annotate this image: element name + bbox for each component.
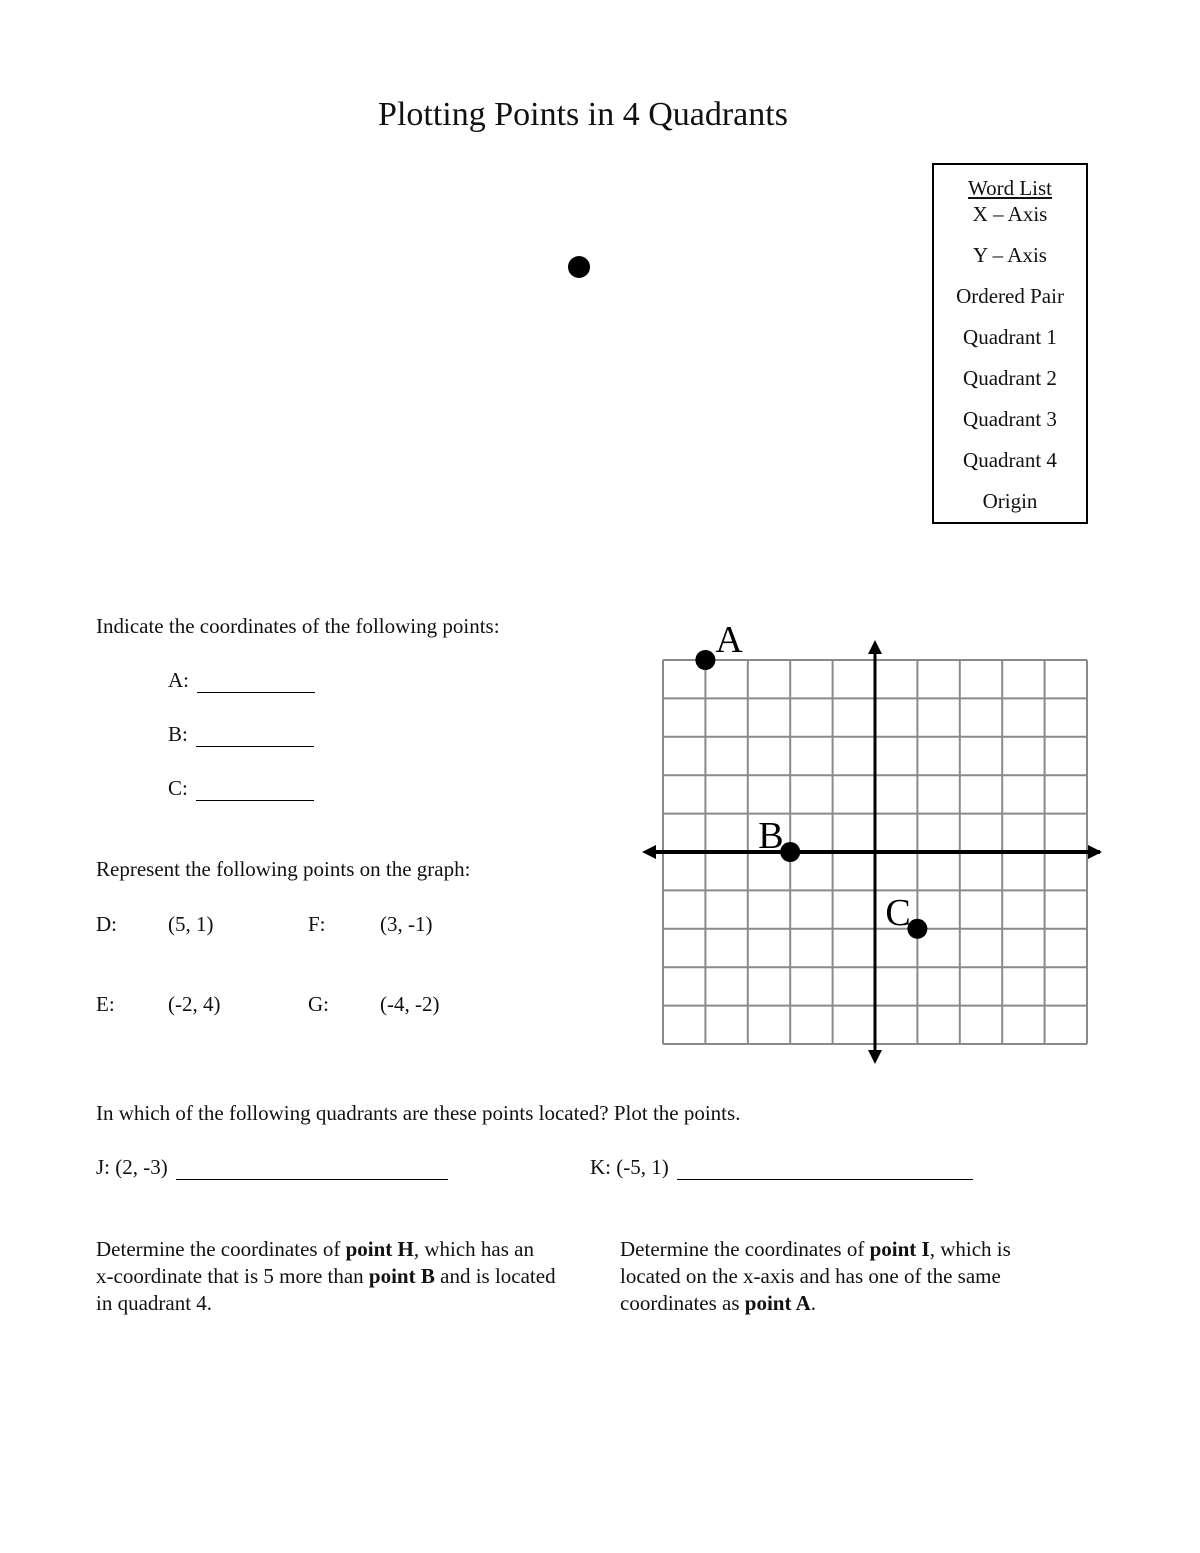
h-text-2: , which has an x-coordinate that is 5 more than bbox=[96, 1237, 534, 1288]
y-axis-arrow-up bbox=[868, 640, 882, 654]
point-a-label: A bbox=[715, 619, 743, 661]
word-list-term: Quadrant 3 bbox=[963, 407, 1057, 431]
answer-row-b bbox=[168, 722, 314, 747]
point-d-label: D: bbox=[96, 912, 117, 936]
y-axis-arrow-down bbox=[868, 1050, 882, 1064]
indicate-prompt: Indicate the coordinates of the following points: bbox=[96, 614, 500, 638]
point-d-coords: (5, 1) bbox=[168, 912, 214, 936]
page-title: Plotting Points in 4 Quadrants bbox=[378, 96, 788, 133]
point-j-label: J: (2, -3) bbox=[96, 1155, 168, 1179]
answer-blank-j[interactable] bbox=[176, 1159, 448, 1180]
answer-row-c bbox=[168, 776, 314, 801]
represent-prompt: Represent the following points on the graph: bbox=[96, 857, 471, 881]
word-list-term: Origin bbox=[982, 489, 1038, 513]
point-e-label: E: bbox=[96, 992, 115, 1016]
point-a-marker bbox=[695, 650, 715, 670]
i-text-2: , which is located on the x-axis and has one of the same coordinates as bbox=[620, 1237, 1011, 1315]
h-text-3: and is located in quadrant 4. bbox=[96, 1264, 556, 1315]
h-bold-point-b: point B bbox=[368, 1264, 435, 1288]
answer-blank-c[interactable] bbox=[196, 780, 314, 801]
answer-row-a bbox=[168, 668, 315, 693]
point-h-question bbox=[96, 1236, 556, 1317]
point-e-coords: (-2, 4) bbox=[168, 992, 221, 1016]
word-list-term: Quadrant 2 bbox=[963, 366, 1057, 390]
quadrant-prompt: In which of the following quadrants are these points located? Plot the points. bbox=[96, 1101, 741, 1125]
point-f-label: F: bbox=[308, 912, 326, 936]
word-list-term: Quadrant 1 bbox=[963, 325, 1057, 349]
x-axis-arrow-right bbox=[1088, 845, 1102, 859]
point-b-label: B bbox=[758, 815, 784, 857]
word-list-term: X – Axis bbox=[972, 202, 1048, 226]
coordinate-grid[interactable] bbox=[630, 615, 1125, 1075]
word-list-term: Quadrant 4 bbox=[963, 448, 1057, 472]
answer-label-b: B: bbox=[168, 722, 188, 746]
x-axis-arrow-left bbox=[642, 845, 656, 859]
i-text-3: . bbox=[810, 1291, 816, 1315]
i-text-1: Determine the coordinates of bbox=[620, 1237, 870, 1261]
h-bold-point-h: point H bbox=[345, 1237, 414, 1261]
point-g-coords: (-4, -2) bbox=[380, 992, 440, 1016]
i-bold-point-i: point I bbox=[869, 1237, 930, 1261]
point-i-question bbox=[620, 1236, 1070, 1317]
answer-blank-a[interactable] bbox=[197, 672, 315, 693]
point-f-coords: (3, -1) bbox=[380, 912, 433, 936]
answer-label-a: A: bbox=[168, 668, 189, 692]
point-k-label: K: (-5, 1) bbox=[590, 1155, 669, 1179]
answer-row-k bbox=[590, 1155, 973, 1180]
word-list-box bbox=[932, 163, 1088, 524]
word-list-heading: Word List bbox=[967, 176, 1053, 200]
answer-label-c: C: bbox=[168, 776, 188, 800]
stray-dot bbox=[568, 256, 590, 278]
h-text-1: Determine the coordinates of bbox=[96, 1237, 346, 1261]
word-list-term: Ordered Pair bbox=[956, 284, 1064, 308]
word-list-term: Y – Axis bbox=[973, 243, 1047, 267]
point-g-label: G: bbox=[308, 992, 329, 1016]
answer-blank-k[interactable] bbox=[677, 1159, 973, 1180]
answer-blank-b[interactable] bbox=[196, 726, 314, 747]
answer-row-j bbox=[96, 1155, 448, 1180]
point-c-label: C bbox=[885, 891, 911, 934]
i-bold-point-a: point A bbox=[744, 1291, 811, 1315]
